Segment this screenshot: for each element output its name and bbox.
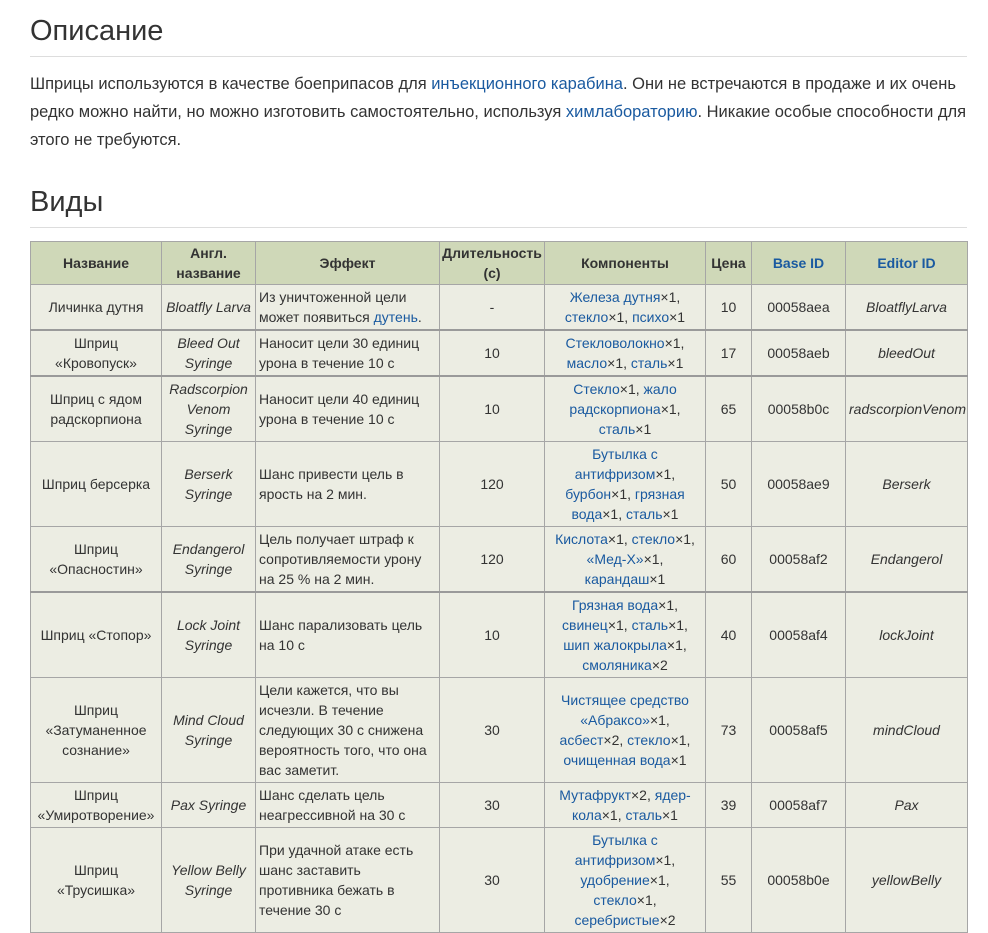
cell-duration: 10 bbox=[440, 592, 545, 678]
cell-eng-name: Berserk Syringe bbox=[162, 442, 256, 527]
item-link[interactable]: стекло bbox=[564, 309, 609, 325]
text-fragment: ×1, bbox=[643, 551, 664, 567]
cell-base-id: 00058af4 bbox=[752, 592, 846, 678]
table-row bbox=[31, 442, 968, 527]
cell-effect bbox=[256, 442, 440, 527]
cell-duration: 120 bbox=[440, 442, 545, 527]
cell-editor-id: yellowBelly bbox=[846, 828, 968, 933]
text-fragment: ×1, bbox=[649, 712, 670, 728]
text-fragment: ×2 bbox=[659, 912, 676, 928]
cell-editor-id: Pax bbox=[846, 783, 968, 828]
table-row bbox=[31, 783, 968, 828]
cell-effect bbox=[256, 678, 440, 783]
cell-name: Личинка дутня bbox=[31, 285, 162, 331]
text-fragment: Наносит цели 30 единиц урона в течение 10 с bbox=[259, 335, 420, 371]
table-row bbox=[31, 376, 968, 442]
cell-name: Шприц «Кровопуск» bbox=[31, 330, 162, 376]
cell-effect bbox=[256, 330, 440, 376]
item-link[interactable]: стекло bbox=[631, 531, 676, 547]
text-fragment: ×1, bbox=[670, 732, 691, 748]
description-text-3: . Никакие особые способности для этого не требуются. bbox=[30, 103, 967, 149]
item-link[interactable]: жало радскорпиона bbox=[569, 381, 677, 417]
cell-base-id: 00058aea bbox=[752, 285, 846, 331]
text-fragment: ×1 bbox=[649, 571, 666, 587]
table-row bbox=[31, 592, 968, 678]
description-paragraph bbox=[30, 70, 967, 154]
cell-components bbox=[545, 592, 706, 678]
item-link[interactable]: Стекловолокно bbox=[565, 335, 665, 351]
cell-duration: 30 bbox=[440, 783, 545, 828]
text-fragment: ×1, bbox=[601, 807, 626, 823]
cell-components bbox=[545, 285, 706, 331]
cell-editor-id: mindCloud bbox=[846, 678, 968, 783]
cell-price: 73 bbox=[706, 678, 752, 783]
item-link[interactable]: серебристые bbox=[574, 912, 660, 928]
cell-editor-id: Endangerol bbox=[846, 527, 968, 593]
header-duration: Длительность (с) bbox=[440, 242, 545, 285]
item-link[interactable]: сталь bbox=[625, 807, 662, 823]
cell-effect bbox=[256, 592, 440, 678]
table-row bbox=[31, 285, 968, 331]
cell-base-id: 00058b0c bbox=[752, 376, 846, 442]
text-fragment: ×1, bbox=[675, 531, 695, 547]
cell-duration: 10 bbox=[440, 376, 545, 442]
text-fragment: Шанс парализовать цель на 10 с bbox=[259, 617, 423, 653]
cell-effect bbox=[256, 527, 440, 593]
text-fragment: ×1 bbox=[635, 421, 652, 437]
text-fragment: ×1 bbox=[662, 506, 679, 522]
header-base-id-link[interactable]: Base ID bbox=[752, 242, 846, 285]
item-link[interactable]: «Мед-Х» bbox=[586, 551, 644, 567]
cell-name: Шприц с ядом радскорпиона bbox=[31, 376, 162, 442]
cell-duration: 120 bbox=[440, 527, 545, 593]
table-row bbox=[31, 527, 968, 593]
text-fragment: ×1, bbox=[649, 872, 670, 888]
text-fragment: Наносит цели 40 единиц урона в течение 10 с bbox=[259, 391, 420, 427]
text-fragment: ×1, bbox=[655, 852, 676, 868]
table-row bbox=[31, 330, 968, 376]
text-fragment: ×1 bbox=[662, 807, 678, 823]
item-link[interactable]: Чистящее средство «Абраксо» bbox=[561, 692, 689, 728]
cell-editor-id: lockJoint bbox=[846, 592, 968, 678]
header-price: Цена bbox=[706, 242, 752, 285]
item-link[interactable]: смоляника bbox=[582, 657, 652, 673]
injection-carbine-link[interactable]: инъекционного карабина bbox=[431, 75, 623, 93]
text-fragment: ×1, bbox=[660, 401, 681, 417]
chem-lab-link[interactable]: химлабораторию bbox=[565, 103, 698, 121]
cell-eng-name: Bleed Out Syringe bbox=[162, 330, 256, 376]
description-heading: Описание bbox=[30, 14, 967, 57]
table-header-row bbox=[31, 242, 968, 285]
cell-effect bbox=[256, 285, 440, 331]
item-link[interactable]: свинец bbox=[562, 617, 608, 633]
cell-eng-name: Radscorpion Venom Syringe bbox=[162, 376, 256, 442]
cell-editor-id: Berserk bbox=[846, 442, 968, 527]
header-editor-id-link[interactable]: Editor ID bbox=[846, 242, 968, 285]
cell-eng-name: Bloatfly Larva bbox=[162, 285, 256, 331]
cell-editor-id: bleedOut bbox=[846, 330, 968, 376]
cell-name: Шприц «Затуманенное сознание» bbox=[31, 678, 162, 783]
text-fragment: Цели кажется, что вы исчезли. В течение следующих 30 с снижена вероятность того, что она вас заметит. bbox=[259, 682, 427, 778]
text-fragment: ×1, bbox=[607, 531, 632, 547]
text-fragment: Из уничтоженной цели может появиться bbox=[259, 289, 407, 325]
item-link[interactable]: масло bbox=[566, 355, 608, 371]
cell-duration: 30 bbox=[440, 678, 545, 783]
cell-components bbox=[545, 376, 706, 442]
text-fragment: ×1, bbox=[607, 617, 632, 633]
text-fragment: ×2, bbox=[603, 732, 628, 748]
cell-base-id: 00058aeb bbox=[752, 330, 846, 376]
cell-name: Шприц «Трусишка» bbox=[31, 828, 162, 933]
cell-eng-name: Pax Syringe bbox=[162, 783, 256, 828]
cell-components bbox=[545, 442, 706, 527]
cell-base-id: 00058af7 bbox=[752, 783, 846, 828]
cell-price: 50 bbox=[706, 442, 752, 527]
syringes-table bbox=[30, 241, 968, 933]
item-link[interactable]: бурбон bbox=[565, 486, 612, 502]
text-fragment: ×1 bbox=[669, 309, 686, 325]
item-link[interactable]: психо bbox=[632, 309, 670, 325]
cell-eng-name: Lock Joint Syringe bbox=[162, 592, 256, 678]
cell-price: 60 bbox=[706, 527, 752, 593]
cell-effect bbox=[256, 783, 440, 828]
text-fragment: ×2 bbox=[651, 657, 668, 673]
text-fragment: Шанс привести цель в ярость на 2 мин. bbox=[259, 466, 404, 502]
text-fragment: ×2, bbox=[630, 787, 655, 803]
item-link[interactable]: шип жалокрыла bbox=[563, 637, 667, 653]
text-fragment: ×1 bbox=[670, 752, 687, 768]
item-link[interactable]: Кислота bbox=[555, 531, 608, 547]
item-link[interactable]: стекло bbox=[627, 732, 671, 748]
text-fragment: При удачной атаке есть шанс заставить противника бежать в течение 30 с bbox=[259, 842, 414, 918]
item-link[interactable]: асбест bbox=[559, 732, 604, 748]
cell-duration: - bbox=[440, 285, 545, 331]
cell-price: 17 bbox=[706, 330, 752, 376]
text-fragment: ×1, bbox=[607, 355, 631, 371]
text-fragment: Цель получает штраф к сопротивляемости урону на 25 % на 2 мин. bbox=[259, 531, 422, 587]
item-link[interactable]: Бутылка с антифризом bbox=[574, 446, 658, 482]
text-fragment: ×1, bbox=[655, 466, 676, 482]
types-heading: Виды bbox=[30, 185, 967, 228]
cell-name: Шприц берсерка bbox=[31, 442, 162, 527]
header-effect: Эффект bbox=[256, 242, 440, 285]
item-link[interactable]: стекло bbox=[593, 892, 637, 908]
header-eng-name: Англ. название bbox=[162, 242, 256, 285]
cell-base-id: 00058af5 bbox=[752, 678, 846, 783]
cell-duration: 10 bbox=[440, 330, 545, 376]
cell-duration: 30 bbox=[440, 828, 545, 933]
cell-components bbox=[545, 330, 706, 376]
cell-eng-name: Yellow Belly Syringe bbox=[162, 828, 256, 933]
text-fragment: ×1, bbox=[668, 617, 688, 633]
item-link[interactable]: Железа дутня bbox=[569, 289, 661, 305]
text-fragment: . bbox=[417, 309, 422, 325]
item-link[interactable]: сталь bbox=[631, 617, 669, 633]
cell-base-id: 00058b0e bbox=[752, 828, 846, 933]
item-link[interactable]: Бутылка с антифризом bbox=[574, 832, 658, 868]
text-fragment: ×1, bbox=[619, 381, 644, 397]
cell-base-id: 00058ae9 bbox=[752, 442, 846, 527]
cell-components bbox=[545, 527, 706, 593]
table-body bbox=[31, 285, 968, 933]
text-fragment: ×1, bbox=[611, 486, 635, 502]
cell-components bbox=[545, 678, 706, 783]
item-link[interactable]: Грязная вода bbox=[572, 597, 659, 613]
cell-name: Шприц «Опасностин» bbox=[31, 527, 162, 593]
cell-eng-name: Endangerol Syringe bbox=[162, 527, 256, 593]
cell-eng-name: Mind Cloud Syringe bbox=[162, 678, 256, 783]
text-fragment: ×1, bbox=[664, 335, 685, 351]
cell-components bbox=[545, 783, 706, 828]
item-link[interactable]: сталь bbox=[630, 355, 668, 371]
text-fragment: ×1, bbox=[660, 289, 681, 305]
item-link[interactable]: Мутафрукт bbox=[559, 787, 631, 803]
item-link[interactable]: сталь bbox=[598, 421, 636, 437]
cell-editor-id: radscorpionVenom bbox=[846, 376, 968, 442]
cell-price: 55 bbox=[706, 828, 752, 933]
item-link[interactable]: удобрение bbox=[580, 872, 650, 888]
cell-effect bbox=[256, 376, 440, 442]
cell-price: 40 bbox=[706, 592, 752, 678]
item-link[interactable]: Стекло bbox=[573, 381, 620, 397]
text-fragment: ×1 bbox=[667, 355, 684, 371]
cell-base-id: 00058af2 bbox=[752, 527, 846, 593]
text-fragment: ×1, bbox=[666, 637, 687, 653]
table-row bbox=[31, 678, 968, 783]
cell-price: 10 bbox=[706, 285, 752, 331]
cell-price: 39 bbox=[706, 783, 752, 828]
item-link[interactable]: грязная вода bbox=[571, 486, 685, 522]
text-fragment: ×1, bbox=[658, 597, 678, 613]
item-link[interactable]: сталь bbox=[625, 506, 663, 522]
cell-name: Шприц «Стопор» bbox=[31, 592, 162, 678]
text-fragment: ×1, bbox=[608, 309, 633, 325]
item-link[interactable]: карандаш bbox=[584, 571, 650, 587]
item-link[interactable]: очищенная вода bbox=[563, 752, 671, 768]
text-fragment: ×1, bbox=[602, 506, 626, 522]
item-link[interactable]: дутень bbox=[373, 309, 418, 325]
cell-price: 65 bbox=[706, 376, 752, 442]
text-fragment: ×1, bbox=[636, 892, 657, 908]
text-fragment: Шанс сделать цель неагрессивной на 30 с bbox=[259, 787, 406, 823]
description-text-2: . Они не встречаются в продаже и их очень редко можно найти, но можно изготовить самостоятельно, используя bbox=[30, 75, 956, 121]
item-link[interactable]: ядер-кола bbox=[572, 787, 691, 823]
header-name: Название bbox=[31, 242, 162, 285]
header-components: Компоненты bbox=[545, 242, 706, 285]
description-text-1: Шприцы используются в качестве боеприпасов для bbox=[30, 75, 432, 93]
cell-editor-id: BloatflyLarva bbox=[846, 285, 968, 331]
cell-name: Шприц «Умиротворение» bbox=[31, 783, 162, 828]
